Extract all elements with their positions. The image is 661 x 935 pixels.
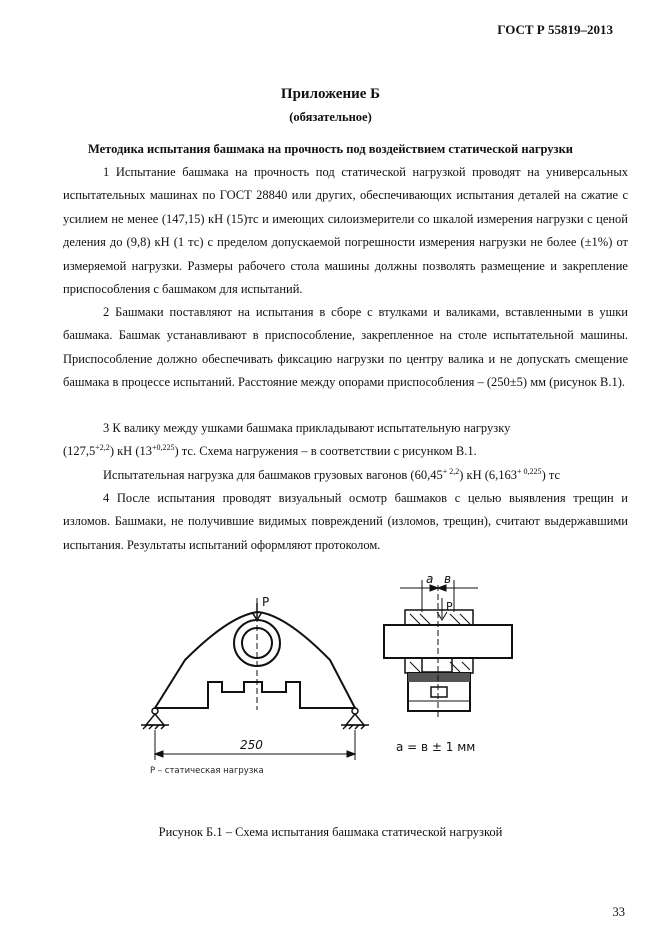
paragraph-2 (63, 301, 628, 395)
standard-header: ГОСТ Р 55819–2013 (497, 22, 613, 37)
page-number: 33 (612, 905, 625, 919)
cross-section-dimensions (400, 580, 478, 620)
dim-a-label: а (426, 572, 434, 586)
section-title: Методика испытания башмака на прочность под воздействием статической нагрузки (88, 142, 573, 156)
appendix-status: (обязательное) (289, 110, 372, 124)
paragraph-1-text: 1 Испытание башмака на прочность под статической нагрузкой проводят на универсальных испытательных машинах по ГОСТ 28840 или других, обеспечивающих испытания деталей на сжатие с усилием не менее (147,15) кН (15)тс и имеющих силоизмерители со шкалой измерения нагрузки с ценой деления до (9,8) кН (1 тс) с пределом допускаемой погрешности измерения нагрузки не более (±1%) от измеряемой нагрузки. Размеры рабочего стола машины должны позволять размещение и закрепление приспособления с башмаком для испытаний. (63, 165, 628, 297)
figure-legend: P – статическая нагрузка (150, 766, 264, 776)
figure-caption: Рисунок Б.1 – Схема испытания башмака статической нагрузкой (158, 825, 503, 839)
paragraph-3 (63, 417, 628, 464)
paragraph-1 (63, 161, 628, 301)
load-tolerance-kn: +2,2 (95, 443, 110, 453)
load-scheme-text: ) тс. Схема нагружения – в соответствии с рисунком В.1. (174, 444, 477, 459)
paragraph-3-line-1: 3 К валику между ушками башмака прикладывают испытательную нагрузку (103, 421, 511, 435)
freight-unit: ) тс (541, 468, 561, 482)
left-support (141, 708, 169, 729)
freight-load-text: Испытательная нагрузка для башмаков грузовых вагонов (60,45 (103, 468, 443, 482)
freight-load-tc: ) кН (6,163 (459, 468, 518, 482)
section-load-label: P (446, 600, 453, 613)
freight-tolerance-kn: + 2,2 (442, 467, 460, 476)
freight-tolerance-tc: + 0,225 (517, 467, 542, 476)
right-support (341, 708, 369, 729)
load-value-kn: (127,5 (63, 444, 96, 459)
paragraph-4 (63, 464, 628, 487)
load-tolerance-tc: +0,225 (152, 443, 175, 453)
paragraph-5-text: 4 После испытания проводят визуальный осмотр башмаков с целью выявления трещин и изломов. Башмаки, не получившие видимых повреждений (изломов, трещин), считают выдержавшими испытания. Результаты испытаний оформляют протоколом. (63, 491, 628, 552)
span-label: 250 (240, 738, 263, 752)
dim-b-label: в (444, 572, 452, 586)
paragraph-5 (63, 487, 628, 557)
appendix-title: Приложение Б (280, 86, 381, 102)
paragraph-3-line-2 (63, 440, 628, 463)
tolerance-equation: а = в ± 1 мм (396, 740, 476, 754)
shoe-drawing (155, 598, 355, 710)
test-scheme-figure (0, 570, 661, 810)
load-label: P (262, 595, 270, 609)
load-value-tc: ) кН (13 (109, 444, 152, 459)
paragraph-2-text: 2 Башмаки поставляют на испытания в сборе с втулками и валиками, вставленными в ушки башмака. Башмак устанавливают в приспособление, закрепленное на столе испытательной машины. Приспособление должно обеспечивать фиксацию нагрузки по центру валика и не допускать смещение башмака в процессе испытаний. Расстояние между опорами приспособления – (250±5) мм (рисунок В.1). (63, 305, 628, 390)
